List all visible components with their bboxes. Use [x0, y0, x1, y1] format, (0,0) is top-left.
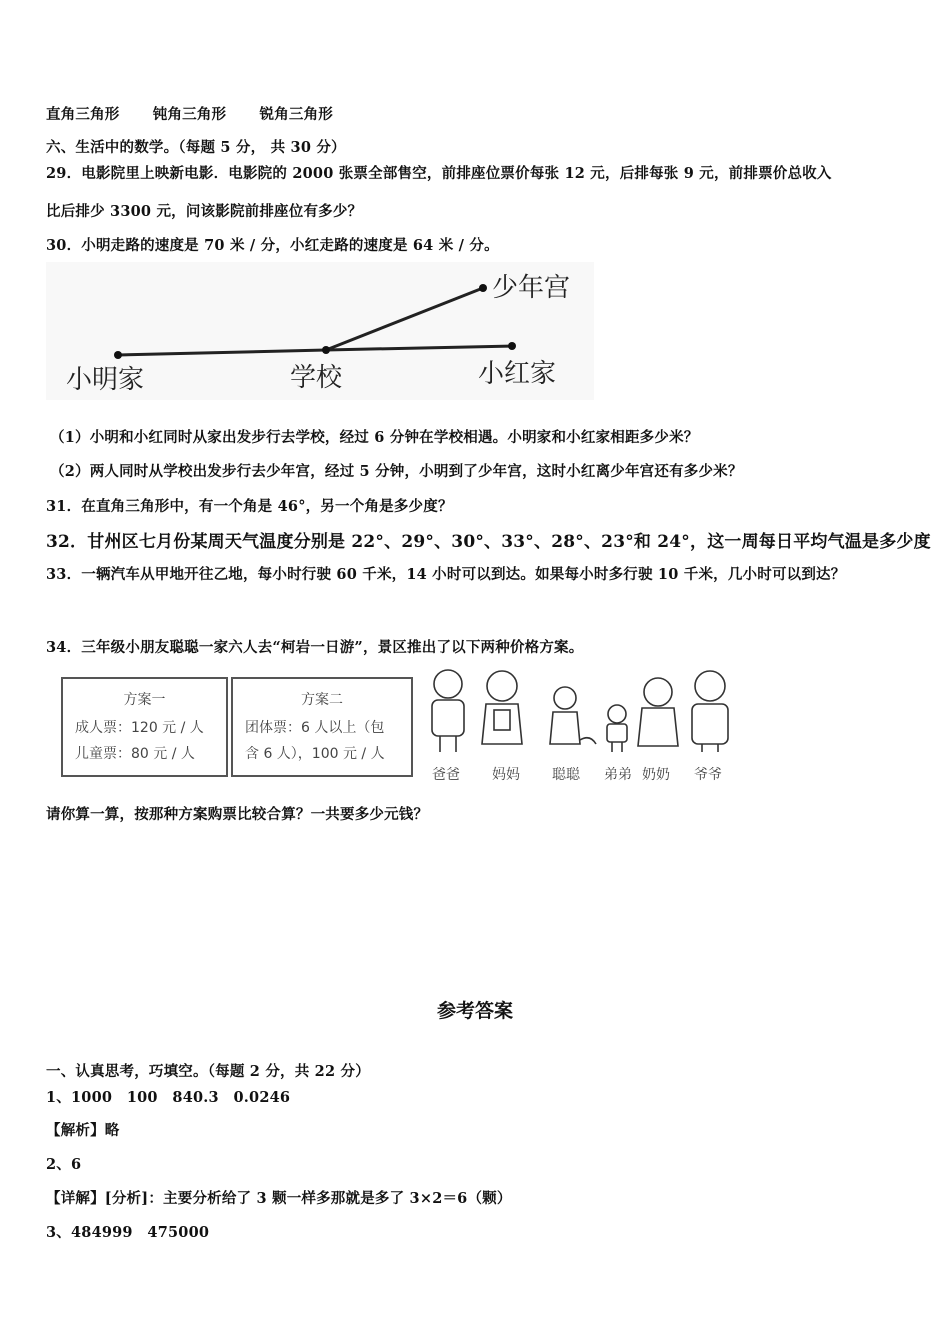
answer-1-note: 【解析】略: [46, 1122, 120, 1139]
label-school: 学校: [290, 363, 343, 393]
question-29-line2: 比后排少 3300 元，问该影院前排座位有多少？: [46, 203, 363, 220]
answer-2: 2、6: [46, 1156, 82, 1173]
option-obtuse-triangle: 钝角三角形: [152, 106, 227, 123]
question-31: 31．在直角三角形中，有一个角是 46°，另一个角是多少度？: [46, 498, 453, 515]
family-label-father: 爸爸: [432, 767, 460, 783]
family-label-grandma: 奶奶: [642, 767, 670, 783]
plan-one-box: [61, 677, 228, 777]
father-figure: [432, 670, 464, 752]
question-29-line1: 29．电影院里上映新电影．电影院的 2000 张票全部售空，前排座位票价每张 12 元，后排每张 9 元，前排票价总收入: [46, 165, 832, 182]
congcong-figure: [550, 687, 596, 744]
grandpa-figure: [692, 671, 728, 752]
question-30: 30．小明走路的速度是 70 米 / 分，小红走路的速度是 64 米 / 分。: [46, 237, 499, 254]
plan-one-title: 方案一: [123, 692, 166, 708]
question-34: 34．三年级小朋友聪聪一家六人去“柯岩一日游”，景区推出了以下两种价格方案。: [46, 639, 584, 656]
label-xiaoming-home: 小明家: [66, 365, 145, 395]
grandma-figure: [638, 678, 678, 746]
plan-one-adult: 成人票：120 元 / 人: [75, 720, 204, 736]
plan-two-line1: 团体票：6 人以上（包: [245, 720, 385, 736]
plan-two-box: [231, 677, 413, 777]
label-youth-palace: 少年宫: [492, 273, 571, 303]
triangle-options: [46, 103, 333, 124]
brother-figure: [607, 705, 627, 752]
answers-title: 参考答案: [436, 1000, 513, 1022]
question-30-part2: （2）两人同时从学校出发步行去少年宫，经过 5 分钟，小明到了少年宫，这时小红离少年宫还有多少米？: [50, 463, 743, 480]
question-33: 33．一辆汽车从甲地开往乙地，每小时行驶 60 千米，14 小时可以到达。如果每小时多行驶 10 千米，几小时可以到达？: [46, 566, 846, 583]
family-label-brother: 弟弟: [604, 767, 632, 783]
question-30-part1: （1）小明和小红同时从家出发步行去学校，经过 6 分钟在学校相遇。小明家和小红家相距多少米？: [50, 429, 699, 446]
option-acute-triangle: 锐角三角形: [259, 106, 333, 123]
answer-2-note: 【详解】[分析]：主要分析给了 3 颗一样多那就是多了 3×2＝6（颗）: [46, 1190, 512, 1207]
family-illustration: [420, 664, 750, 760]
label-xiaohong-home: 小红家: [478, 359, 557, 389]
plan-two-line2: 含 6 人），100 元 / 人: [245, 746, 385, 762]
family-label-congcong: 聪聪: [552, 767, 580, 783]
family-label-mother: 妈妈: [492, 767, 520, 783]
plan-one-child: 儿童票：80 元 / 人: [75, 746, 195, 762]
question-34-prompt: 请你算一算，按那种方案购票比较合算？一共要多少元钱？: [46, 806, 429, 823]
plan-two-title: 方案二: [301, 692, 343, 708]
family-label-grandpa: 爷爷: [694, 767, 722, 783]
section-6-heading: 六、生活中的数学。（每题 5 分， 共 30 分）: [46, 139, 346, 156]
answers-section-1: 一、认真思考，巧填空。（每题 2 分，共 22 分）: [46, 1063, 370, 1080]
option-right-triangle: 直角三角形: [46, 106, 120, 123]
answer-1: 1、1000 100 840.3 0.0246: [46, 1089, 291, 1106]
mother-figure: [482, 671, 522, 744]
question-32: 32．甘州区七月份某周天气温度分别是 22°、29°、30°、33°、28°、23°和 24°，这一周每日平均气温是多少度: [46, 532, 931, 552]
route-map: [46, 262, 594, 400]
answer-3: 3、484999 475000: [46, 1224, 210, 1241]
